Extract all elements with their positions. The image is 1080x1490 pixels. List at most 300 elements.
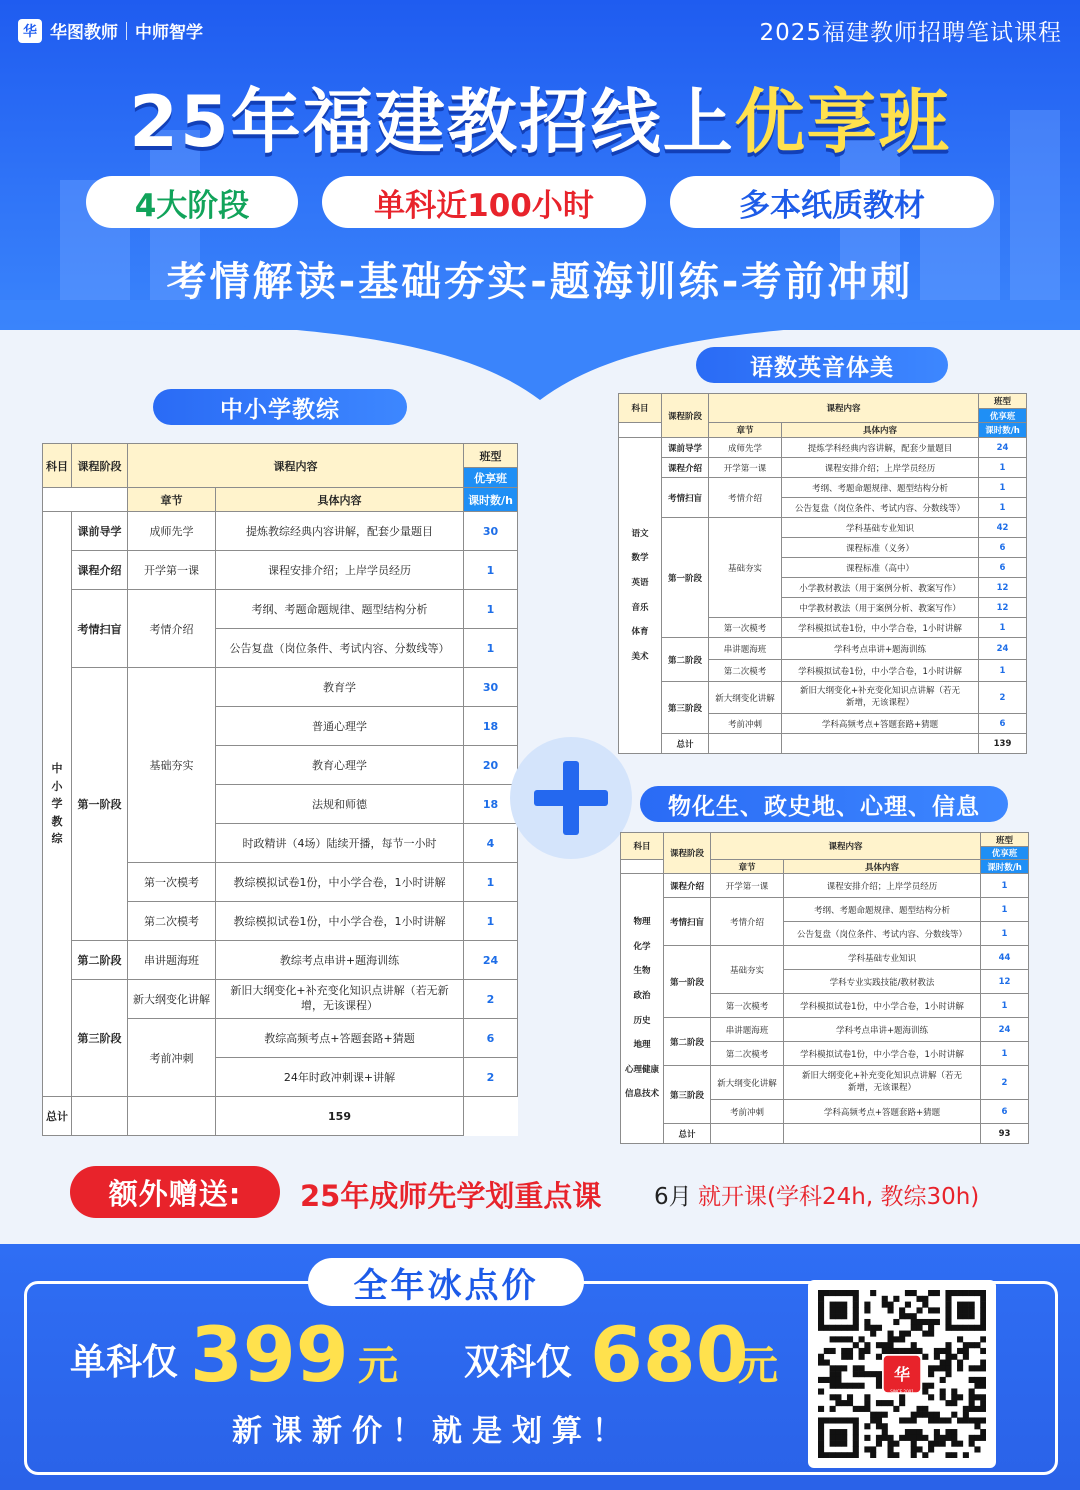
qr-module bbox=[830, 1307, 836, 1313]
qr-module bbox=[928, 1319, 934, 1325]
section-label-subjects-a: 语数英音体美 bbox=[696, 347, 948, 383]
qr-module bbox=[922, 1302, 928, 1308]
qr-module bbox=[882, 1412, 888, 1418]
qr-module bbox=[864, 1307, 870, 1313]
hours-cell: 12 bbox=[979, 598, 1027, 618]
chapter-cell: 第二次模考 bbox=[711, 1042, 784, 1066]
th-class: 班型 bbox=[464, 444, 518, 468]
qr-module bbox=[934, 1365, 940, 1371]
qr-module bbox=[969, 1388, 975, 1394]
qr-module bbox=[818, 1307, 824, 1313]
qr-module bbox=[940, 1360, 946, 1366]
qr-module bbox=[905, 1313, 911, 1319]
hours-cell: 1 bbox=[979, 458, 1027, 478]
qr-module bbox=[974, 1342, 980, 1348]
qr-module bbox=[841, 1365, 847, 1371]
stage-cell: 课程介绍 bbox=[662, 458, 709, 478]
detail-cell: 普通心理学 bbox=[216, 707, 464, 746]
total-blank bbox=[711, 1124, 784, 1144]
chapter-cell: 基础夯实 bbox=[711, 946, 784, 994]
qr-module bbox=[974, 1435, 980, 1441]
qr-module bbox=[882, 1429, 888, 1435]
qr-module bbox=[853, 1429, 859, 1435]
subject-item: 语文 bbox=[631, 528, 649, 539]
qr-module bbox=[951, 1429, 957, 1435]
qr-module bbox=[882, 1348, 888, 1354]
total-label: 总计 bbox=[43, 1097, 72, 1136]
qr-module bbox=[830, 1417, 836, 1423]
subject-item: 地理 bbox=[633, 1040, 651, 1051]
qr-module bbox=[893, 1406, 899, 1412]
qr-module bbox=[905, 1331, 911, 1337]
total-hours: 159 bbox=[216, 1097, 464, 1136]
qr-module bbox=[876, 1377, 882, 1383]
qr-module bbox=[980, 1348, 986, 1354]
qr-module bbox=[969, 1365, 975, 1371]
qr-module bbox=[841, 1290, 847, 1296]
qr-module bbox=[963, 1307, 969, 1313]
qr-module bbox=[928, 1446, 934, 1452]
qr-module bbox=[853, 1307, 859, 1313]
qr-module bbox=[905, 1302, 911, 1308]
qr-module bbox=[893, 1296, 899, 1302]
bonus-month: 6月 bbox=[654, 1184, 692, 1210]
qr-module bbox=[853, 1296, 859, 1302]
qr-module bbox=[922, 1383, 928, 1389]
total-blank bbox=[782, 734, 979, 754]
qr-module bbox=[841, 1400, 847, 1406]
qr-module bbox=[870, 1325, 876, 1331]
qr-module bbox=[980, 1429, 986, 1435]
qr-module bbox=[876, 1342, 882, 1348]
qr-module bbox=[870, 1412, 876, 1418]
qr-module bbox=[859, 1406, 865, 1412]
detail-cell: 提炼学科经典内容讲解，配套少量题目 bbox=[782, 438, 979, 458]
qr-module bbox=[847, 1354, 853, 1360]
qr-module bbox=[945, 1296, 951, 1302]
qr-module bbox=[853, 1371, 859, 1377]
th-class-name: 优享班 bbox=[979, 409, 1027, 423]
qr-module bbox=[847, 1394, 853, 1400]
detail-cell: 学科基础专业知识 bbox=[782, 518, 979, 538]
qr-module bbox=[864, 1342, 870, 1348]
qr-module bbox=[882, 1423, 888, 1429]
qr-module bbox=[980, 1406, 986, 1412]
qr-module bbox=[841, 1441, 847, 1447]
qr-module bbox=[853, 1365, 859, 1371]
chapter-cell: 基础夯实 bbox=[128, 668, 216, 863]
qr-module bbox=[974, 1423, 980, 1429]
qr-module bbox=[916, 1319, 922, 1325]
chapter-cell: 第二次模考 bbox=[709, 660, 782, 682]
stage-cell: 课程介绍 bbox=[664, 874, 711, 898]
detail-cell: 法规和师德 bbox=[216, 785, 464, 824]
chapter-cell: 考前冲刺 bbox=[711, 1100, 784, 1124]
qr-module bbox=[934, 1319, 940, 1325]
total-label: 总计 bbox=[662, 734, 709, 754]
qr-module bbox=[893, 1348, 899, 1354]
stage-cell: 课前导学 bbox=[72, 512, 128, 551]
qr-module bbox=[853, 1435, 859, 1441]
stage-cell: 第二阶段 bbox=[72, 941, 128, 980]
qr-module bbox=[888, 1435, 894, 1441]
general-course-table bbox=[42, 443, 518, 1136]
qr-module bbox=[888, 1348, 894, 1354]
qr-module bbox=[974, 1365, 980, 1371]
qr-module bbox=[963, 1417, 969, 1423]
th-subject: 科目 bbox=[619, 394, 662, 423]
qr-module bbox=[818, 1313, 824, 1319]
qr-module bbox=[934, 1354, 940, 1360]
qr-module bbox=[957, 1348, 963, 1354]
qr-module bbox=[893, 1336, 899, 1342]
chapter-cell: 第二次模考 bbox=[128, 902, 216, 941]
detail-cell: 学科模拟试卷1份，中小学合卷，1小时讲解 bbox=[784, 994, 981, 1018]
hours-cell: 6 bbox=[979, 538, 1027, 558]
hours-cell: 18 bbox=[464, 707, 518, 746]
detail-cell: 课程安排介绍；上岸学员经历 bbox=[216, 551, 464, 590]
stage-cell: 第二阶段 bbox=[664, 1018, 711, 1066]
qr-code-icon bbox=[818, 1290, 986, 1458]
bonus-schedule: 就开课(学科24h, 教综30h) bbox=[698, 1184, 980, 1210]
qr-module bbox=[969, 1377, 975, 1383]
qr-module bbox=[980, 1336, 986, 1342]
qr-module bbox=[922, 1319, 928, 1325]
stage-cell: 第一阶段 bbox=[662, 518, 709, 638]
qr-module bbox=[899, 1435, 905, 1441]
detail-cell: 公告复盘（岗位条件、考试内容、分数线等） bbox=[216, 629, 464, 668]
qr-module bbox=[853, 1290, 859, 1296]
qr-module bbox=[818, 1290, 824, 1296]
hours-cell: 12 bbox=[981, 970, 1029, 994]
th-content: 课程内容 bbox=[709, 394, 979, 423]
qr-module bbox=[945, 1354, 951, 1360]
detail-cell: 学科考点串讲+题海训练 bbox=[784, 1018, 981, 1042]
qr-module bbox=[980, 1360, 986, 1366]
brand-name-1: 华图教师 bbox=[50, 23, 118, 43]
qr-module bbox=[945, 1371, 951, 1377]
chapter-cell: 第一次模考 bbox=[711, 994, 784, 1018]
qr-module bbox=[969, 1342, 975, 1348]
subject-item: 体育 bbox=[631, 627, 649, 638]
stage-cell: 考情扫盲 bbox=[72, 590, 128, 668]
chapter-cell: 开学第一课 bbox=[128, 551, 216, 590]
qr-module bbox=[940, 1435, 946, 1441]
qr-module bbox=[963, 1342, 969, 1348]
subject-cell bbox=[43, 512, 72, 1097]
qr-module bbox=[876, 1371, 882, 1377]
qr-module bbox=[928, 1412, 934, 1418]
total-label: 总计 bbox=[664, 1124, 711, 1144]
th-chapter: 章节 bbox=[709, 423, 782, 438]
hours-cell: 1 bbox=[464, 902, 518, 941]
qr-module bbox=[864, 1371, 870, 1377]
qr-module bbox=[922, 1406, 928, 1412]
detail-cell: 考纲、考题命题规律、题型结构分析 bbox=[784, 898, 981, 922]
subject-list bbox=[621, 910, 663, 1107]
qr-module bbox=[888, 1336, 894, 1342]
subject-item: 音乐 bbox=[631, 602, 649, 613]
subject-item: 物理 bbox=[633, 916, 651, 927]
qr-module bbox=[882, 1296, 888, 1302]
qr-module bbox=[888, 1400, 894, 1406]
qr-module bbox=[974, 1325, 980, 1331]
detail-cell: 教育心理学 bbox=[216, 746, 464, 785]
qr-module bbox=[818, 1296, 824, 1302]
qr-module bbox=[876, 1383, 882, 1389]
qr-module bbox=[818, 1406, 824, 1412]
total-hours: 93 bbox=[981, 1124, 1029, 1144]
qr-module bbox=[957, 1441, 963, 1447]
qr-module bbox=[830, 1365, 836, 1371]
qr-module bbox=[830, 1348, 836, 1354]
chapter-cell: 考前冲刺 bbox=[128, 1019, 216, 1097]
subjects-b-course-table bbox=[620, 832, 1029, 1144]
qr-module bbox=[969, 1307, 975, 1313]
qr-module bbox=[974, 1394, 980, 1400]
qr-module bbox=[911, 1446, 917, 1452]
qr-module bbox=[870, 1290, 876, 1296]
qr-module bbox=[957, 1302, 963, 1308]
stage-cell: 考情扫盲 bbox=[662, 478, 709, 518]
chapter-cell: 开学第一课 bbox=[711, 874, 784, 898]
qr-module bbox=[824, 1348, 830, 1354]
brand-logos bbox=[18, 18, 203, 43]
qr-module bbox=[835, 1302, 841, 1308]
qr-module bbox=[905, 1417, 911, 1423]
qr-module bbox=[876, 1325, 882, 1331]
qr-module bbox=[963, 1354, 969, 1360]
qr-module bbox=[876, 1412, 882, 1418]
qr-module bbox=[870, 1417, 876, 1423]
main-title-text: 25年福建教招线上 bbox=[129, 81, 735, 163]
qr-module bbox=[980, 1296, 986, 1302]
plus-icon-horizontal bbox=[534, 790, 608, 806]
qr-module bbox=[888, 1331, 894, 1337]
th-hours: 课时数/h bbox=[981, 860, 1029, 874]
qr-module bbox=[870, 1452, 876, 1458]
qr-module bbox=[963, 1302, 969, 1308]
bonus-course: 25年成师先学划重点课 bbox=[300, 1179, 602, 1213]
qr-module bbox=[945, 1452, 951, 1458]
hours-cell: 20 bbox=[464, 746, 518, 785]
chapter-cell: 基础夯实 bbox=[709, 518, 782, 618]
qr-module bbox=[916, 1325, 922, 1331]
qr-module bbox=[957, 1325, 963, 1331]
qr-module bbox=[864, 1423, 870, 1429]
hours-cell: 1 bbox=[979, 618, 1027, 638]
qr-module bbox=[916, 1412, 922, 1418]
stage-cell: 第二阶段 bbox=[662, 638, 709, 682]
qr-module bbox=[864, 1319, 870, 1325]
price-title: 全年冰点价 bbox=[308, 1258, 584, 1306]
chapter-cell: 考情介绍 bbox=[128, 590, 216, 668]
chapter-cell: 新大纲变化讲解 bbox=[128, 980, 216, 1019]
stage-cell: 第三阶段 bbox=[662, 682, 709, 734]
qr-module bbox=[853, 1446, 859, 1452]
qr-module bbox=[940, 1348, 946, 1354]
detail-cell: 学科高频考点+答题套路+猜题 bbox=[784, 1100, 981, 1124]
qr-module bbox=[945, 1365, 951, 1371]
qr-module bbox=[916, 1435, 922, 1441]
qr-module bbox=[818, 1319, 824, 1325]
detail-cell: 学科高频考点+答题套路+猜题 bbox=[782, 714, 979, 734]
qr-module bbox=[928, 1441, 934, 1447]
qr-module bbox=[945, 1290, 951, 1296]
chapter-cell: 考情介绍 bbox=[711, 898, 784, 946]
qr-module bbox=[824, 1325, 830, 1331]
qr-module bbox=[905, 1429, 911, 1435]
detail-cell: 时政精讲（4场）陆续开播，每节一小时 bbox=[216, 824, 464, 863]
qr-module bbox=[945, 1325, 951, 1331]
qr-module bbox=[974, 1406, 980, 1412]
th-blank bbox=[621, 860, 664, 874]
qr-module bbox=[940, 1417, 946, 1423]
qr-module bbox=[934, 1429, 940, 1435]
qr-module bbox=[853, 1441, 859, 1447]
qr-module bbox=[847, 1290, 853, 1296]
chapter-cell: 串讲题海班 bbox=[711, 1018, 784, 1042]
qr-module bbox=[951, 1388, 957, 1394]
qr-module bbox=[830, 1429, 836, 1435]
qr-module bbox=[859, 1383, 865, 1389]
qr-module bbox=[922, 1388, 928, 1394]
qr-module bbox=[859, 1336, 865, 1342]
subject-cell bbox=[621, 874, 664, 1144]
qr-module bbox=[864, 1446, 870, 1452]
detail-cell: 教综高频考点+答题套路+猜题 bbox=[216, 1019, 464, 1058]
stage-cell: 考情扫盲 bbox=[664, 898, 711, 946]
qr-module bbox=[945, 1429, 951, 1435]
qr-module bbox=[911, 1313, 917, 1319]
qr-module bbox=[963, 1290, 969, 1296]
th-hours: 课时数/h bbox=[464, 488, 518, 512]
qr-module bbox=[818, 1302, 824, 1308]
th-class-name: 优享班 bbox=[981, 847, 1029, 860]
qr-module bbox=[951, 1452, 957, 1458]
qr-module bbox=[969, 1394, 975, 1400]
detail-cell: 新旧大纲变化+补充变化知识点讲解（若无新增，无该课程） bbox=[216, 980, 464, 1019]
qr-module bbox=[911, 1325, 917, 1331]
qr-module bbox=[963, 1452, 969, 1458]
qr-module bbox=[980, 1307, 986, 1313]
single-price-unit: 元 bbox=[358, 1343, 398, 1389]
double-price-label: 双科仅 bbox=[464, 1342, 573, 1383]
stage-cell: 第三阶段 bbox=[664, 1066, 711, 1124]
hours-cell: 2 bbox=[979, 682, 1027, 714]
qr-module bbox=[830, 1377, 836, 1383]
qr-code[interactable] bbox=[808, 1280, 996, 1468]
hours-cell: 1 bbox=[464, 863, 518, 902]
feature-pill-books: 多本纸质教材 bbox=[670, 176, 994, 228]
main-title-highlight: 优享班 bbox=[734, 81, 951, 163]
hours-cell: 1 bbox=[464, 590, 518, 629]
qr-module bbox=[888, 1342, 894, 1348]
qr-module bbox=[905, 1348, 911, 1354]
qr-module bbox=[951, 1354, 957, 1360]
qr-module bbox=[934, 1417, 940, 1423]
qr-module bbox=[963, 1406, 969, 1412]
qr-module bbox=[957, 1307, 963, 1313]
qr-module bbox=[841, 1336, 847, 1342]
qr-module bbox=[928, 1383, 934, 1389]
qr-module bbox=[945, 1307, 951, 1313]
qr-module bbox=[893, 1441, 899, 1447]
qr-module bbox=[911, 1342, 917, 1348]
qr-module bbox=[841, 1302, 847, 1308]
detail-cell: 课程安排介绍；上岸学员经历 bbox=[782, 458, 979, 478]
qr-module bbox=[905, 1435, 911, 1441]
qr-module bbox=[847, 1452, 853, 1458]
subject-cell bbox=[619, 438, 662, 754]
qr-module bbox=[882, 1302, 888, 1308]
qr-module bbox=[876, 1423, 882, 1429]
detail-cell: 公告复盘（岗位条件、考试内容、分数线等） bbox=[782, 498, 979, 518]
chapter-cell: 第一次模考 bbox=[128, 863, 216, 902]
detail-cell: 学科模拟试卷1份，中小学合卷，1小时讲解 bbox=[782, 618, 979, 638]
chapter-cell: 考情介绍 bbox=[709, 478, 782, 518]
detail-cell: 公告复盘（岗位条件、考试内容、分数线等） bbox=[784, 922, 981, 946]
section-label-general: 中小学教综 bbox=[153, 389, 407, 425]
qr-module bbox=[818, 1452, 824, 1458]
detail-cell: 学科模拟试卷1份，中小学合卷，1小时讲解 bbox=[784, 1042, 981, 1066]
qr-module bbox=[951, 1325, 957, 1331]
qr-module bbox=[945, 1342, 951, 1348]
qr-module bbox=[847, 1348, 853, 1354]
hours-cell: 24 bbox=[464, 941, 518, 980]
qr-module bbox=[911, 1452, 917, 1458]
qr-module bbox=[940, 1377, 946, 1383]
qr-module bbox=[980, 1290, 986, 1296]
detail-cell: 小学教材教法（用于案例分析、教案写作） bbox=[782, 578, 979, 598]
detail-cell: 考纲、考题命题规律、题型结构分析 bbox=[216, 590, 464, 629]
qr-module bbox=[835, 1429, 841, 1435]
qr-module bbox=[951, 1441, 957, 1447]
qr-module bbox=[893, 1319, 899, 1325]
qr-module bbox=[916, 1406, 922, 1412]
qr-module bbox=[922, 1296, 928, 1302]
qr-module bbox=[835, 1336, 841, 1342]
hours-cell: 6 bbox=[464, 1019, 518, 1058]
main-title bbox=[0, 66, 1080, 167]
qr-module bbox=[957, 1336, 963, 1342]
qr-module bbox=[922, 1452, 928, 1458]
qr-module bbox=[969, 1406, 975, 1412]
qr-module bbox=[957, 1313, 963, 1319]
hours-cell: 12 bbox=[979, 578, 1027, 598]
qr-module bbox=[818, 1360, 824, 1366]
hours-cell: 6 bbox=[981, 1100, 1029, 1124]
stage-cell: 第一阶段 bbox=[664, 946, 711, 1018]
qr-module bbox=[922, 1412, 928, 1418]
qr-module bbox=[853, 1302, 859, 1308]
subjects-a-course-table bbox=[618, 393, 1027, 754]
stage-cell: 课程介绍 bbox=[72, 551, 128, 590]
subject-item: 历史 bbox=[633, 1015, 651, 1026]
qr-module bbox=[835, 1417, 841, 1423]
qr-module bbox=[847, 1417, 853, 1423]
th-stage: 课程阶段 bbox=[664, 833, 711, 874]
qr-module bbox=[945, 1417, 951, 1423]
detail-cell: 24年时政冲刺课+讲解 bbox=[216, 1058, 464, 1097]
qr-module bbox=[818, 1441, 824, 1447]
qr-module bbox=[911, 1290, 917, 1296]
qr-module bbox=[899, 1307, 905, 1313]
qr-module bbox=[876, 1417, 882, 1423]
qr-module bbox=[864, 1348, 870, 1354]
qr-module bbox=[818, 1377, 824, 1383]
qr-module bbox=[969, 1417, 975, 1423]
